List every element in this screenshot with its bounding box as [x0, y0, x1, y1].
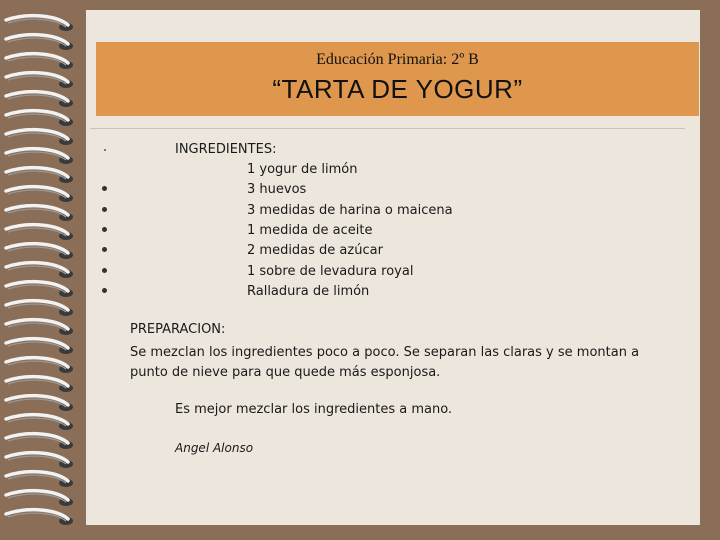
spiral-ring	[6, 244, 73, 259]
spiral-ring	[6, 377, 73, 392]
recipe-title: “TARTA DE YOGUR”	[272, 74, 523, 104]
spiral-ring	[6, 168, 73, 183]
spiral-ring	[6, 263, 73, 278]
spiral-ring	[6, 206, 73, 221]
bullet-dot	[102, 186, 107, 191]
spiral-ring	[6, 225, 73, 240]
preparation-text: Se mezclan los ingredientes poco a poco. Se separan las claras y se montan a punto de nieve para que quede más esponjosa.	[130, 345, 640, 380]
ingredient-item: Ralladura de limón	[247, 284, 370, 299]
tip-text: Es mejor mezclar los ingredientes a mano.	[175, 402, 453, 417]
ingredient-item: 1 sobre de levadura royal	[247, 264, 414, 279]
spiral-ring	[6, 358, 73, 373]
spiral-ring	[6, 92, 73, 107]
spiral-ring	[6, 35, 73, 50]
bullet-dot	[102, 227, 107, 232]
ingredient-item: 3 huevos	[247, 182, 307, 197]
spiral-binding	[0, 0, 96, 540]
bullet-dot	[102, 288, 107, 293]
ingredient-item: 1 yogur de limón	[247, 162, 358, 177]
spiral-ring	[6, 111, 73, 126]
ingredients-heading: INGREDIENTES:	[175, 142, 277, 157]
spiral-ring	[6, 16, 73, 31]
bullet-dot	[102, 247, 107, 252]
spiral-ring	[6, 130, 73, 145]
spiral-ring	[6, 149, 73, 164]
spiral-ring	[6, 54, 73, 69]
spiral-ring	[6, 282, 73, 297]
class-subtitle: Educación Primaria: 2º B	[316, 51, 479, 68]
preparation-heading: PREPARACION:	[130, 322, 226, 337]
spiral-ring	[6, 434, 73, 449]
ingredient-item: 1 medida de aceite	[247, 223, 373, 238]
spiral-ring	[6, 491, 73, 506]
author-name: Angel Alonso	[175, 441, 254, 455]
spiral-ring	[6, 453, 73, 468]
spiral-ring	[6, 187, 73, 202]
spiral-ring	[6, 415, 73, 430]
stray-bullet-dot	[104, 149, 106, 151]
spiral-ring	[6, 510, 73, 525]
bullet-dot	[102, 207, 107, 212]
spiral-ring	[6, 396, 73, 411]
ingredient-item: 3 medidas de harina o maicena	[247, 203, 453, 218]
spiral-ring	[6, 301, 73, 316]
divider-line	[90, 128, 685, 129]
ingredient-item: 2 medidas de azúcar	[247, 243, 383, 258]
spiral-ring	[6, 339, 73, 354]
spiral-ring	[6, 73, 73, 88]
spiral-ring	[6, 320, 73, 335]
spiral-ring	[6, 472, 73, 487]
bullet-dot	[102, 268, 107, 273]
